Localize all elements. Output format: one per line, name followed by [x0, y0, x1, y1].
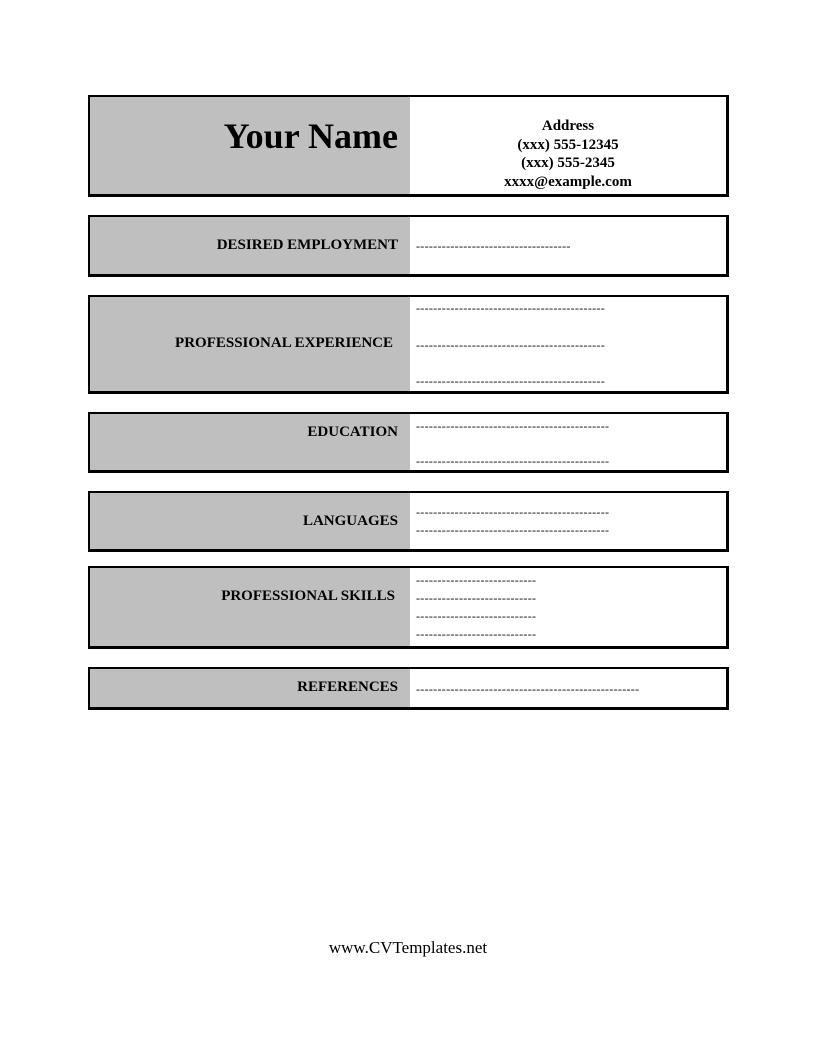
placeholder-line: ------------------------------------ [416, 239, 571, 253]
section-content-panel [410, 493, 726, 549]
footer-website: www.CVTemplates.net [328, 938, 488, 957]
contact-phone-1: (xxx) 555-12345 [517, 136, 619, 153]
header-contact-panel [410, 97, 726, 194]
section-content-panel [410, 297, 726, 391]
section-label: LANGUAGES [302, 513, 398, 529]
section-references [88, 667, 729, 710]
contact-phone-2: (xxx) 555-2345 [521, 155, 615, 171]
section-label-panel [90, 414, 410, 470]
section-languages [88, 491, 729, 552]
placeholder-line: -------------------------------------------- [416, 338, 606, 352]
section-label: PROFESSIONAL SKILLS [221, 588, 395, 604]
placeholder-line: --------------------------------------------- [416, 505, 610, 519]
section-label: DESIRED EMPLOYMENT [216, 237, 398, 253]
section-label-panel [90, 493, 410, 549]
section-content-panel [410, 568, 726, 646]
placeholder-line: ---------------------------------------------------- [416, 682, 640, 696]
placeholder-line: --------------------------------------------- [416, 419, 610, 433]
header-box [88, 95, 729, 197]
section-professional-experience [88, 295, 729, 394]
placeholder-line: --------------------------------------------- [416, 523, 610, 537]
placeholder-line: ---------------------------- [416, 627, 537, 641]
section-label-panel [90, 297, 410, 391]
section-label-panel [90, 217, 410, 274]
contact-block [410, 117, 726, 191]
contact-address: Address [541, 118, 595, 134]
section-content-panel [410, 669, 726, 707]
placeholder-line: ---------------------------- [416, 591, 537, 605]
placeholder-line: --------------------------------------------- [416, 454, 610, 468]
placeholder-line: -------------------------------------------- [416, 374, 606, 388]
section-education [88, 412, 729, 473]
resume-name: Your Name [223, 116, 398, 156]
header-name-panel [90, 97, 410, 194]
section-label: REFERENCES [297, 679, 398, 695]
section-label: EDUCATION [307, 424, 398, 440]
section-professional-skills [88, 566, 729, 649]
placeholder-line: ---------------------------- [416, 609, 537, 623]
section-label: PROFESSIONAL EXPERIENCE [175, 335, 393, 351]
placeholder-line: ---------------------------- [416, 573, 537, 587]
section-desired-employment [88, 215, 729, 277]
placeholder-line: -------------------------------------------- [416, 301, 606, 315]
section-label-panel [90, 568, 410, 646]
section-label-panel [90, 669, 410, 707]
section-content-panel [410, 217, 726, 274]
section-content-panel [410, 414, 726, 470]
contact-email: xxxx@example.com [504, 173, 632, 190]
